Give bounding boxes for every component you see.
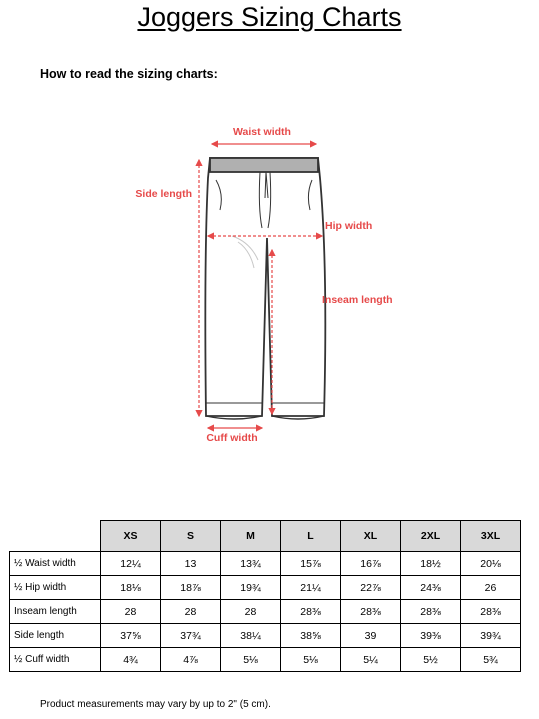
table-cell: 18⅞ — [161, 576, 221, 600]
table-cell: 37⅝ — [101, 624, 161, 648]
table-cell: 28 — [101, 600, 161, 624]
table-cell: 28⅜ — [401, 600, 461, 624]
column-header: XL — [341, 521, 401, 552]
column-header: XS — [101, 521, 161, 552]
footnote: Product measurements may vary by up to 2" (5 cm). — [40, 699, 271, 710]
waist-width-label: Waist width — [233, 126, 291, 138]
pants-illustration — [205, 158, 325, 419]
table-cell: 16⅞ — [341, 552, 401, 576]
table-corner — [10, 521, 101, 552]
row-label: ½ Hip width — [10, 576, 101, 600]
table-cell: 39⅜ — [401, 624, 461, 648]
table-cell: 39¾ — [461, 624, 521, 648]
table-cell: 19¾ — [221, 576, 281, 600]
table-cell: 38¼ — [221, 624, 281, 648]
table-cell: 18½ — [401, 552, 461, 576]
table-row — [10, 576, 521, 600]
joggers-measurement-diagram — [120, 118, 420, 448]
table-cell: 22⅞ — [341, 576, 401, 600]
column-header: S — [161, 521, 221, 552]
side-length-label: Side length — [135, 188, 192, 200]
table-cell: 26 — [461, 576, 521, 600]
inseam-length-label: Inseam length — [322, 294, 393, 306]
hip-width-label: Hip width — [325, 220, 373, 232]
column-header: M — [221, 521, 281, 552]
row-label: Inseam length — [10, 600, 101, 624]
table-cell: 4⅞ — [161, 648, 221, 672]
table-cell: 39 — [341, 624, 401, 648]
row-label: Side length — [10, 624, 101, 648]
table-cell: 15⅞ — [281, 552, 341, 576]
table-cell: 4¾ — [101, 648, 161, 672]
table-cell: 28⅜ — [341, 600, 401, 624]
table-cell: 28 — [221, 600, 281, 624]
column-header: 2XL — [401, 521, 461, 552]
table-cell: 20⅛ — [461, 552, 521, 576]
page-title: Joggers Sizing Charts — [137, 2, 402, 32]
table-row — [10, 600, 521, 624]
table-cell: 12¼ — [101, 552, 161, 576]
table-cell: 28 — [161, 600, 221, 624]
table-row — [10, 624, 521, 648]
table-cell: 28⅜ — [281, 600, 341, 624]
column-header: 3XL — [461, 521, 521, 552]
table-cell: 37¾ — [161, 624, 221, 648]
table-cell: 24⅜ — [401, 576, 461, 600]
table-cell: 21¼ — [281, 576, 341, 600]
table-cell: 28⅜ — [461, 600, 521, 624]
table-cell: 5½ — [401, 648, 461, 672]
column-header: L — [281, 521, 341, 552]
table-cell: 5¾ — [461, 648, 521, 672]
table-row — [10, 552, 521, 576]
table-cell: 38⅝ — [281, 624, 341, 648]
table-cell: 5¼ — [341, 648, 401, 672]
row-label: ½ Waist width — [10, 552, 101, 576]
cuff-width-label: Cuff width — [206, 432, 258, 444]
table-row — [10, 648, 521, 672]
table-cell: 18⅛ — [101, 576, 161, 600]
table-header-row — [10, 521, 521, 552]
table-cell: 5⅛ — [221, 648, 281, 672]
table-cell: 5⅛ — [281, 648, 341, 672]
sizing-table — [9, 520, 521, 672]
row-label: ½ Cuff width — [10, 648, 101, 672]
table-cell: 13¾ — [221, 552, 281, 576]
section-heading: How to read the sizing charts: — [40, 67, 218, 81]
table-cell: 13 — [161, 552, 221, 576]
